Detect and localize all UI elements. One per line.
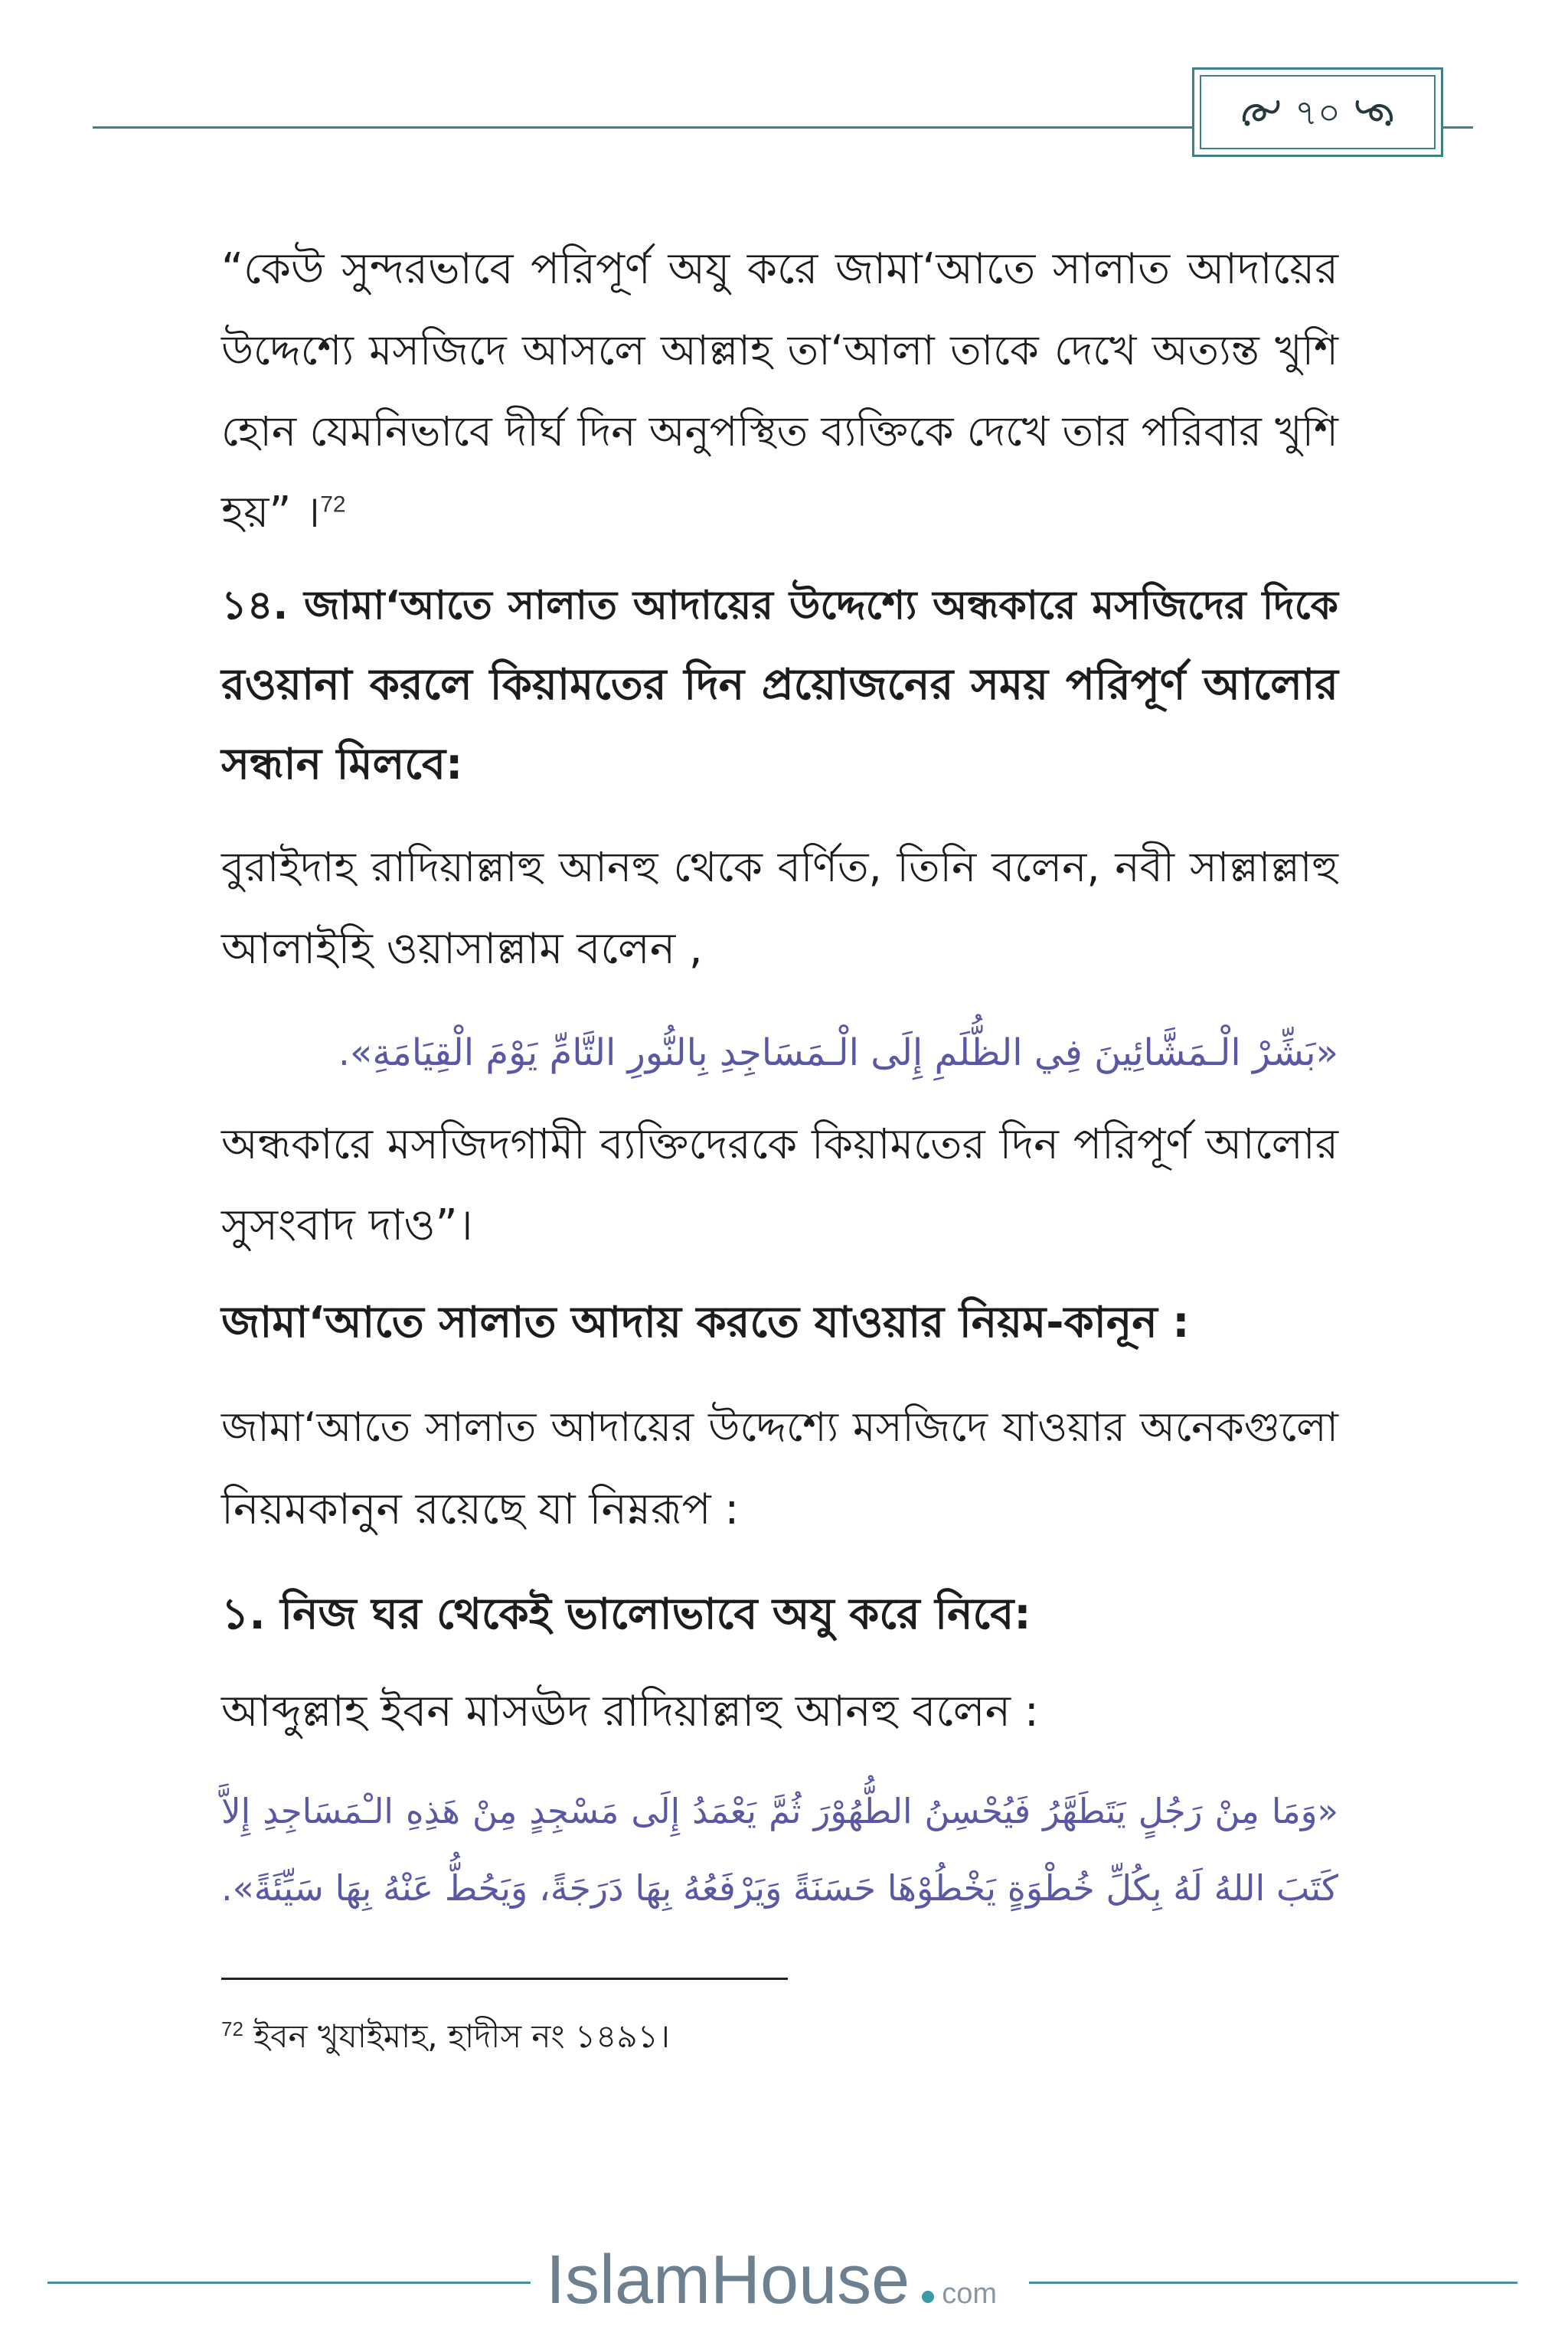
paragraph-line: উদ্দেশ্যে মসজিদে আসলে আল্লাহ তা‘আলা তাকে দেখে অত্যন্ত খুশি: [221, 326, 1338, 374]
footnote-number: 72: [221, 2017, 243, 2040]
footnote-reference: 72: [320, 492, 346, 518]
footnote-separator: [221, 1978, 788, 1980]
dot-icon: [922, 2291, 934, 2303]
page-number-box: [1192, 67, 1443, 157]
paragraph-line: অন্ধকারে মসজিদগামী ব্যক্তিদেরকে কিয়ামতের দিন পরিপূর্ণ আলোর: [221, 1119, 1338, 1168]
footer-brand-domain: com: [942, 2278, 997, 2310]
paragraph-line: “কেউ সুন্দরভাবে পরিপূর্ণ অযু করে জামা‘আতে সালাত আদায়ের: [221, 244, 1338, 294]
paragraph-line: নিয়মকানুন রয়েছে যা নিম্নরূপ :: [221, 1485, 740, 1534]
section-heading-line: সন্ধান মিলবে:: [221, 740, 463, 789]
paragraph-line-text: হয়” ।: [221, 488, 321, 537]
section-heading: জামা‘আতে সালাত আদায় করতে যাওয়ার নিয়ম-কানূন :: [221, 1298, 1190, 1348]
footnote: [221, 2014, 1338, 2060]
paragraph-line: জামা‘আতে সালাত আদায়ের উদ্দেশ্যে মসজিদে যাওয়ার অনেকগুলো: [221, 1404, 1338, 1451]
paragraph-line: সুসংবাদ দাও”।: [221, 1200, 473, 1250]
footnote-text: ইবন খুযাইমাহ, হাদীস নং ১৪৯১।: [253, 2017, 670, 2055]
section-heading: ১. নিজ ঘর থেকেই ভালোভাবে অযু করে নিবে:: [221, 1589, 1031, 1639]
ornament-right-icon: [1351, 96, 1396, 129]
footer-rule-right: [1029, 2282, 1517, 2284]
arabic-quote-line: كَتَبَ اللهُ لَهُ بِكُلِّ خُطْوَةٍ يَخْطُوْهَا حَسَنَةً وَيَرْفَعُهُ بِهَا دَرَجَةً، وَيَحُطُّ عَنْهُ بِهَا سَيِّئَةً».: [221, 1867, 1338, 1909]
footer-rule-left: [47, 2282, 531, 2284]
paragraph-line: আলাইহি ওয়াসাল্লাম বলেন ,: [221, 924, 703, 974]
ornament-left-icon: [1240, 96, 1284, 129]
paragraph-line: বুরাইদাহ রাদিয়াল্লাহু আনহু থেকে বর্ণিত, তিনি বলেন, নবী সাল্লাল্লাহু: [221, 843, 1338, 891]
section-heading-line: ১৪. জামা‘আতে সালাত আদায়ের উদ্দেশ্যে অন্ধকারে মসজিদের দিকে: [221, 583, 1338, 629]
paragraph-line: আব্দুল্লাহ ইবন মাসঊদ রাদিয়াল্লাহু আনহু বলেন :: [221, 1687, 1039, 1736]
footer-brand-name: IslamHouse: [546, 2242, 910, 2318]
paragraph-line: [221, 472, 1338, 554]
page-number-box-inner: [1200, 75, 1436, 149]
header-rule-right: [1443, 126, 1473, 129]
header-rule-left: [93, 126, 1192, 129]
page-number: ৭০: [1295, 91, 1341, 133]
arabic-quote-line: «وَمَا مِنْ رَجُلٍ يَتَطَهَّرُ فَيُحْسِنُ الطُّهُوْرَ ثُمَّ يَعْمَدُ إِلَى مَسْجِدٍ مِنْ هَذِهِ الـْمَسَاجِدِ إِلاَّ: [221, 1791, 1338, 1831]
arabic-quote-line: «بَشِّرْ الْـمَشَّائِينَ فِي الظُّلَمِ إِلَى الْـمَسَاجِدِ بِالنُّورِ التَّامِّ يَوْمَ الْقِيَامَةِ».: [338, 1031, 1338, 1074]
section-heading-line: রওয়ানা করলে কিয়ামতের দিন প্রয়োজনের সময় পরিপূর্ণ আলোর: [221, 660, 1338, 710]
footer-logo: [546, 2242, 997, 2318]
paragraph-line: হোন যেমনিভাবে দীর্ঘ দিন অনুপস্থিত ব্যক্তিকে দেখে তার পরিবার খুশি: [221, 407, 1338, 456]
